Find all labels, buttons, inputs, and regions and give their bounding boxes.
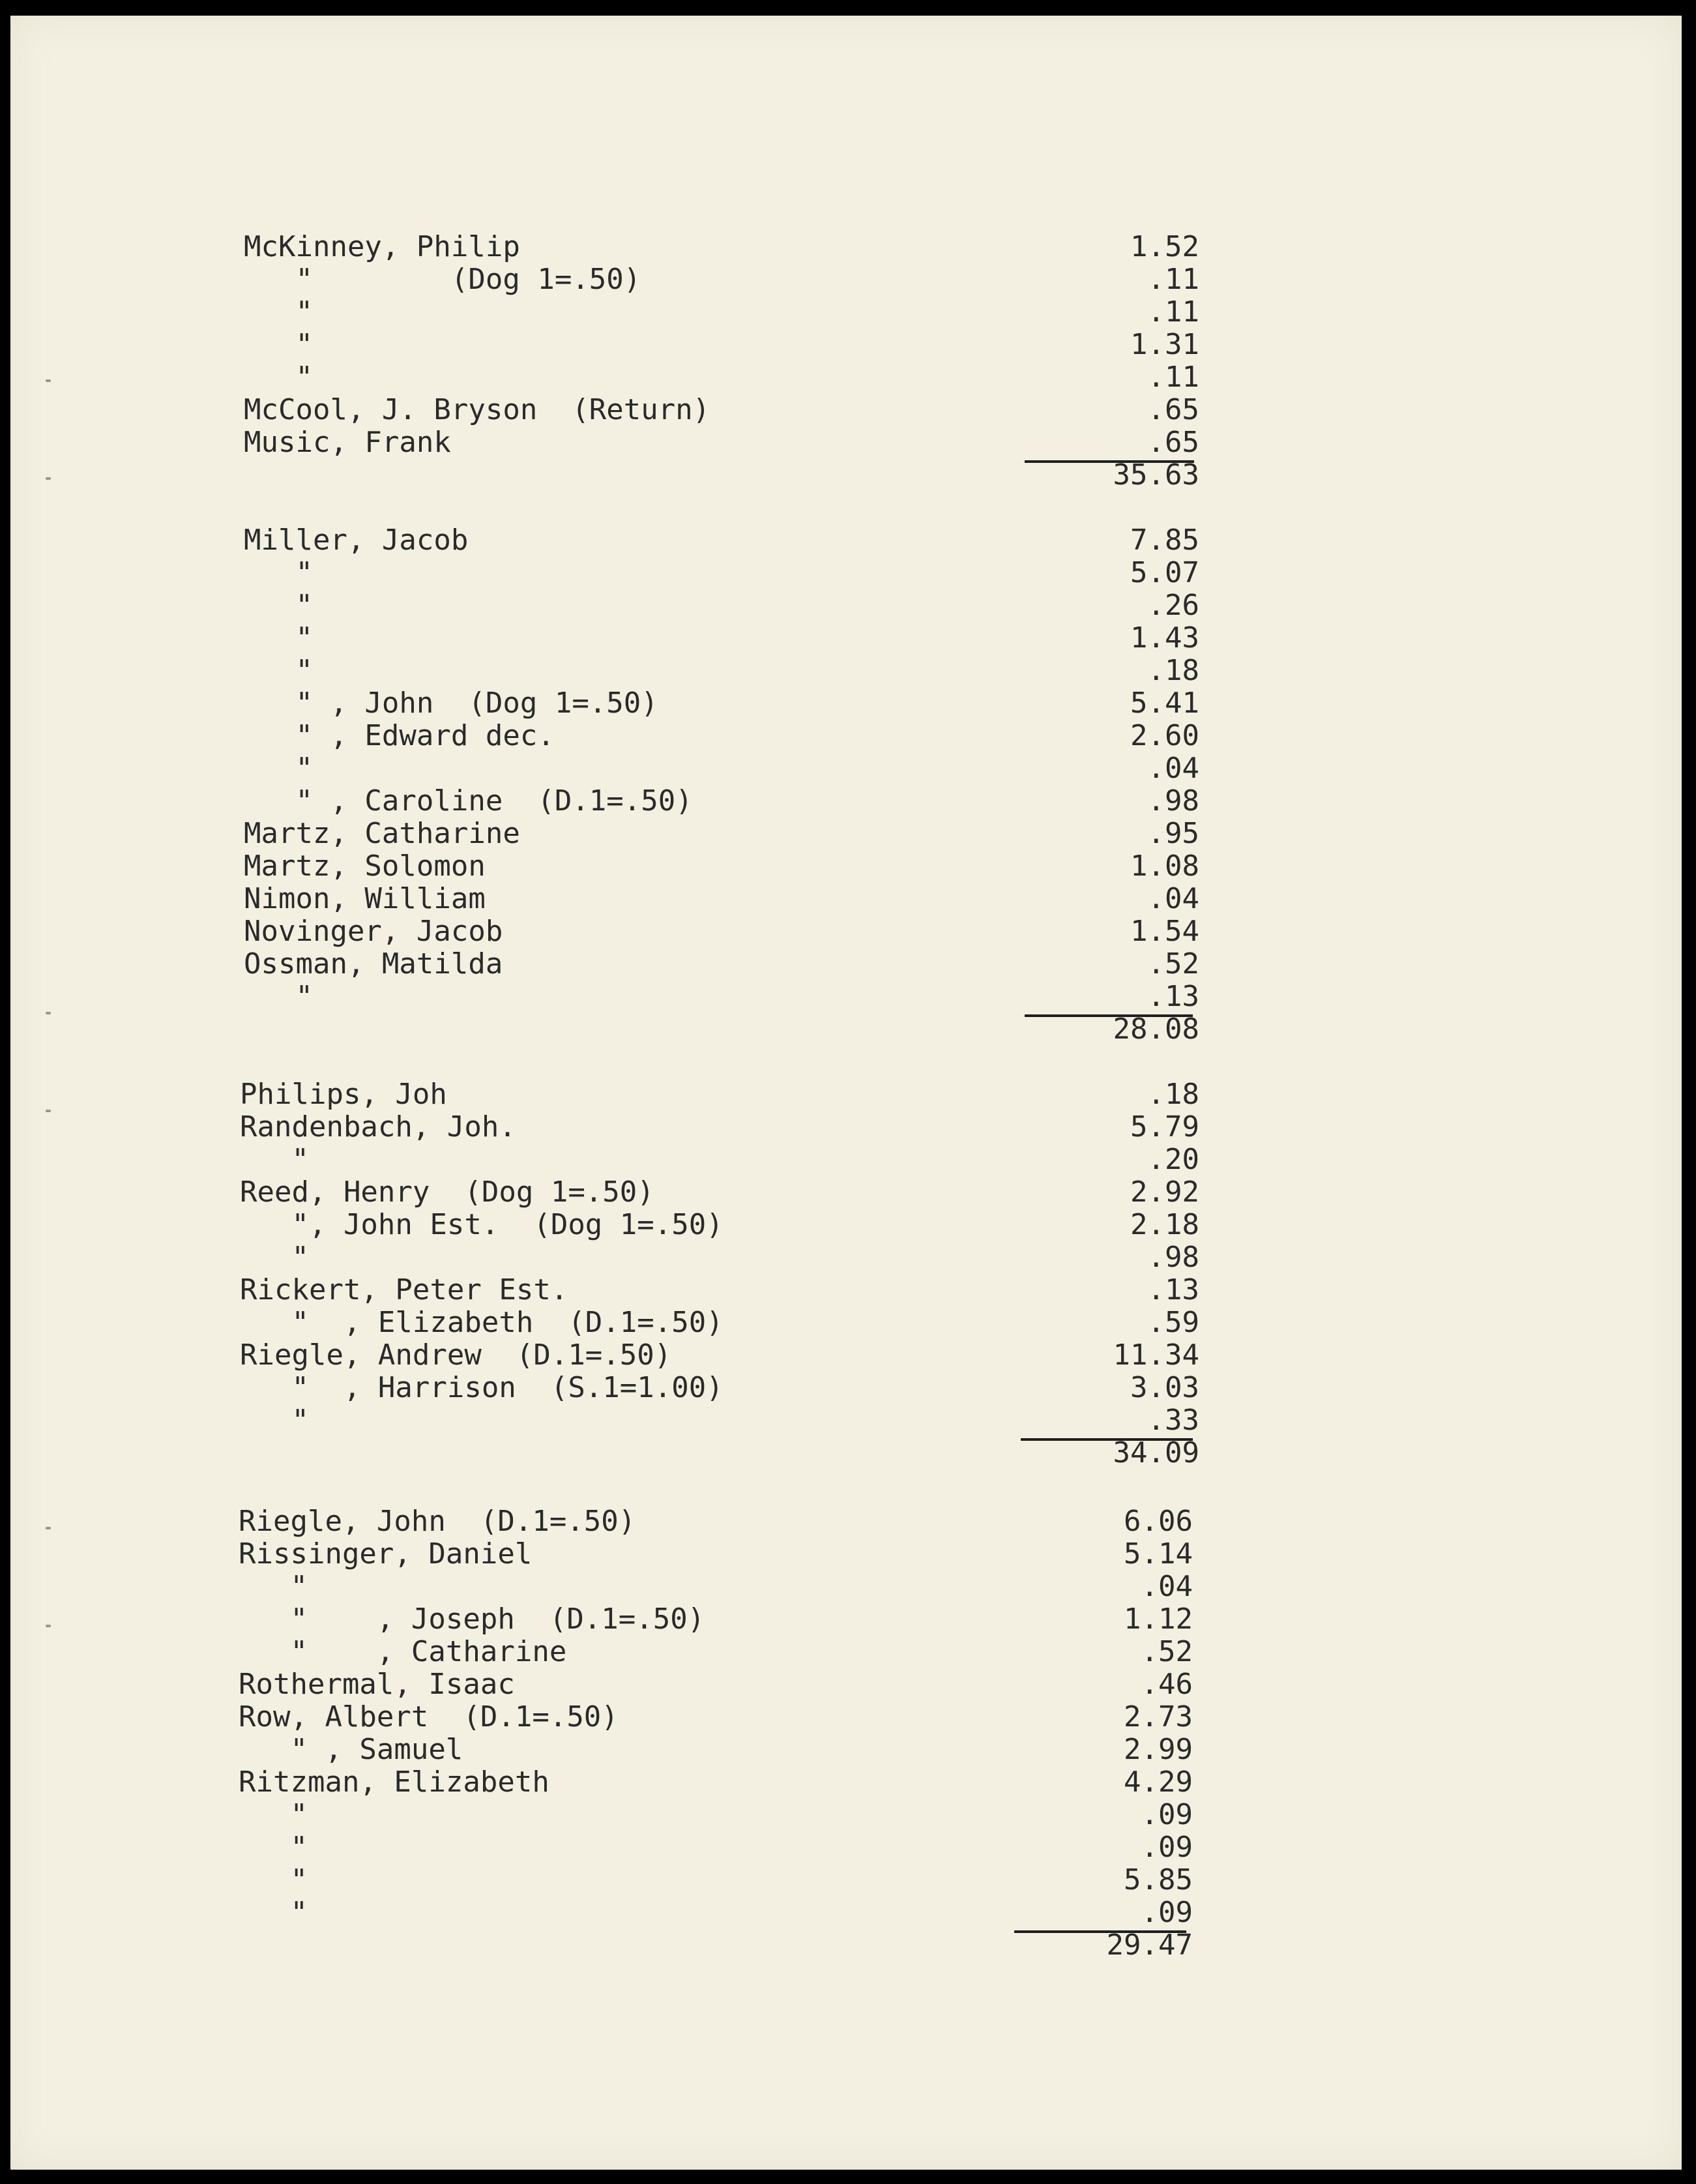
ledger-row: [10, 1505, 1682, 1538]
ledger-row: [10, 361, 1682, 394]
entry-name: Music, Frank: [244, 426, 451, 459]
entry-name: Riegle, John (D.1=.50): [239, 1505, 636, 1538]
entry-amount: 2.92: [1130, 1175, 1199, 1209]
entry-amount: 2.73: [1124, 1700, 1193, 1734]
ledger-row: [10, 687, 1682, 720]
entry-amount: 5.85: [1124, 1863, 1193, 1896]
ledger-row: [10, 1799, 1682, 1831]
entry-name: Novinger, Jacob: [244, 915, 503, 948]
ledger-row: [10, 1896, 1682, 1929]
entry-amount: .33: [1147, 1404, 1199, 1437]
entry-name: Martz, Catharine: [244, 817, 520, 850]
ledger-row: [10, 1209, 1682, 1241]
entry-name: ": [244, 295, 313, 329]
entry-name: Randenbach, Joh.: [240, 1110, 516, 1144]
entry-amount: .09: [1141, 1831, 1193, 1864]
entry-name: ": [239, 1798, 308, 1831]
entry-amount: .52: [1141, 1635, 1193, 1668]
entry-amount: .52: [1147, 947, 1199, 981]
entry-amount: 4.29: [1124, 1765, 1193, 1799]
ledger-row: [10, 850, 1682, 883]
entry-amount: .95: [1147, 817, 1199, 850]
entry-amount: 6.06: [1124, 1505, 1193, 1538]
entry-amount: .98: [1147, 784, 1199, 818]
entry-name: Miller, Jacob: [244, 524, 469, 557]
entry-name: ": [240, 1241, 309, 1274]
entry-amount: 1.08: [1130, 849, 1199, 883]
entry-name: ": [244, 361, 313, 394]
margin-mark: [46, 477, 51, 480]
ledger-row: [10, 1538, 1682, 1571]
ledger-row: [10, 426, 1682, 459]
entry-name: ": [240, 1143, 309, 1176]
entry-name: " (Dog 1=.50): [244, 263, 641, 296]
ledger-row: [10, 915, 1682, 948]
entry-amount: 5.41: [1130, 686, 1199, 720]
ledger-row: [10, 883, 1682, 915]
ledger-row: [10, 524, 1682, 557]
ledger-row: [10, 1241, 1682, 1274]
ledger-row: [10, 1306, 1682, 1339]
entry-amount: .98: [1147, 1241, 1199, 1274]
ledger-row: [10, 1571, 1682, 1603]
entry-amount: 2.60: [1130, 719, 1199, 752]
ledger-row: [10, 394, 1682, 426]
entry-amount: 1.43: [1130, 621, 1199, 655]
entry-amount: .04: [1147, 882, 1199, 915]
entry-amount: .20: [1147, 1143, 1199, 1176]
entry-amount: 7.85: [1130, 524, 1199, 557]
entry-amount: .04: [1141, 1570, 1193, 1603]
entry-name: Rothermal, Isaac: [239, 1668, 515, 1701]
entry-amount: .09: [1141, 1896, 1193, 1929]
entry-name: Rissinger, Daniel: [239, 1537, 533, 1571]
ledger-row: [10, 296, 1682, 329]
entry-amount: 1.54: [1130, 915, 1199, 948]
entry-name: Reed, Henry (Dog 1=.50): [240, 1175, 654, 1209]
ledger-row: [10, 818, 1682, 850]
entry-name: ": [239, 1863, 308, 1896]
ledger-row: [10, 1734, 1682, 1766]
ledger-row: [10, 752, 1682, 785]
entry-amount: 11.34: [1113, 1338, 1199, 1372]
entry-amount: .18: [1147, 654, 1199, 687]
entry-name: " , Edward dec.: [244, 719, 555, 752]
subtotal-amount: 34.09: [1113, 1436, 1199, 1469]
entry-name: ": [244, 621, 313, 655]
ledger-page: [10, 16, 1682, 2170]
ledger-row: [10, 1078, 1682, 1111]
ledger-row: [10, 1668, 1682, 1701]
entry-name: ": [244, 589, 313, 622]
entry-amount: 2.18: [1130, 1208, 1199, 1241]
subtotal-amount: 29.47: [1106, 1928, 1193, 1962]
entry-amount: .18: [1147, 1078, 1199, 1111]
ledger-row: [10, 557, 1682, 589]
entry-amount: 5.07: [1130, 556, 1199, 589]
ledger-row: [10, 329, 1682, 361]
entry-name: ": [239, 1896, 308, 1929]
ledger-row: [10, 1339, 1682, 1372]
entry-amount: .04: [1147, 752, 1199, 785]
entry-name: ": [244, 980, 313, 1013]
ledger-row: [10, 1603, 1682, 1636]
ledger-row: [10, 263, 1682, 296]
ledger-row: [10, 1404, 1682, 1437]
ledger-row: [10, 1864, 1682, 1896]
entry-amount: .09: [1141, 1798, 1193, 1831]
entry-amount: .46: [1141, 1668, 1193, 1701]
ledger-row: [10, 655, 1682, 687]
ledger-row: [10, 785, 1682, 818]
entry-amount: .26: [1147, 589, 1199, 622]
entry-name: Riegle, Andrew (D.1=.50): [240, 1338, 672, 1372]
entry-amount: .13: [1147, 1273, 1199, 1306]
ledger-row: [10, 1831, 1682, 1864]
entry-amount: .65: [1147, 393, 1199, 426]
entry-name: ": [244, 328, 313, 361]
entry-name: " , Catharine: [239, 1635, 567, 1668]
entry-amount: .59: [1147, 1306, 1199, 1339]
entry-amount: .11: [1147, 263, 1199, 296]
ledger-row: [10, 589, 1682, 622]
entry-name: ": [240, 1404, 309, 1437]
entry-name: Nimon, William: [244, 882, 486, 915]
entry-name: ": [244, 752, 313, 785]
ledger-row: [10, 231, 1682, 263]
entry-amount: 1.12: [1124, 1602, 1193, 1636]
entry-name: " , Harrison (S.1=1.00): [240, 1371, 724, 1404]
entry-amount: 2.99: [1124, 1733, 1193, 1766]
ledger-row: [10, 622, 1682, 655]
entry-name: Row, Albert (D.1=.50): [239, 1700, 619, 1734]
ledger-row: [10, 1176, 1682, 1209]
entry-name: McCool, J. Bryson (Return): [244, 393, 710, 426]
entry-amount: 1.52: [1130, 230, 1199, 263]
entry-amount: 5.14: [1124, 1537, 1193, 1571]
entry-amount: 5.79: [1130, 1110, 1199, 1144]
entry-amount: .65: [1147, 426, 1199, 459]
entry-amount: .13: [1147, 980, 1199, 1013]
entry-name: ": [244, 556, 313, 589]
entry-name: ", John Est. (Dog 1=.50): [240, 1208, 724, 1241]
entry-name: " , Caroline (D.1=.50): [244, 784, 693, 818]
subtotal-amount: 28.08: [1113, 1012, 1199, 1046]
entry-name: " , Elizabeth (D.1=.50): [240, 1306, 724, 1339]
entry-name: " , Samuel: [239, 1733, 463, 1766]
entry-name: Philips, Joh: [240, 1078, 447, 1111]
entry-name: ": [244, 654, 313, 687]
ledger-row: [10, 1144, 1682, 1176]
entry-amount: 1.31: [1130, 328, 1199, 361]
entry-name: Rickert, Peter Est.: [240, 1273, 568, 1306]
entry-name: Ritzman, Elizabeth: [239, 1765, 549, 1799]
ledger-row: [10, 1766, 1682, 1799]
ledger-row: [10, 1701, 1682, 1734]
entry-name: ": [239, 1570, 308, 1603]
ledger-row: [10, 720, 1682, 752]
entry-name: " , John (Dog 1=.50): [244, 686, 658, 720]
entry-amount: 3.03: [1130, 1371, 1199, 1404]
entry-amount: .11: [1147, 361, 1199, 394]
entry-name: Ossman, Matilda: [244, 947, 503, 981]
ledger-row: [10, 948, 1682, 981]
entry-amount: .11: [1147, 295, 1199, 329]
ledger-row: [10, 1636, 1682, 1668]
entry-name: Martz, Solomon: [244, 849, 486, 883]
ledger-row: [10, 1372, 1682, 1404]
ledger-row: [10, 1111, 1682, 1144]
subtotal-amount: 35.63: [1113, 458, 1199, 492]
ledger-row: [10, 1274, 1682, 1306]
entry-name: " , Joseph (D.1=.50): [239, 1602, 705, 1636]
entry-name: McKinney, Philip: [244, 230, 520, 263]
entry-name: ": [239, 1831, 308, 1864]
ledger-row: [10, 981, 1682, 1013]
